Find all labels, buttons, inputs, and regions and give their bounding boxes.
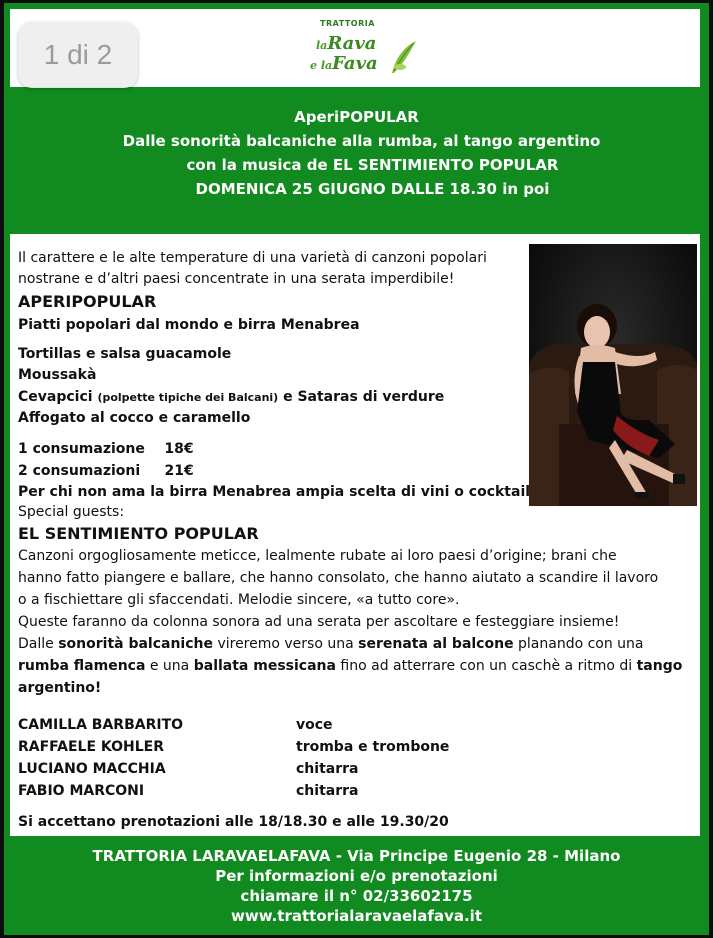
desc-bold: serenata al balcone xyxy=(358,636,514,652)
band-desc-line-6 xyxy=(18,658,682,674)
intro-line-2: nostrane e d’altri paesi concentrate in una serata imperdibile! xyxy=(18,271,455,287)
band-member-role: chitarra xyxy=(296,761,359,777)
price-line-2: 2 consumazioni 21€ xyxy=(18,463,194,479)
band-member-row xyxy=(18,761,359,777)
menu-item-2: Moussakà xyxy=(18,367,97,383)
aperipopular-heading: APERIPOPULAR xyxy=(18,292,157,311)
band-member-row xyxy=(18,739,450,755)
band-desc-line-2: hanno fatto piangere e ballare, che hanno consolato, che hanno aiutato a scandire il lavoro xyxy=(18,570,659,586)
desc-text: e una xyxy=(145,658,194,674)
event-body xyxy=(10,234,700,836)
band-member-role: voce xyxy=(296,717,333,733)
aperipopular-tagline: Piatti popolari dal mondo e birra Menabrea xyxy=(18,317,360,333)
desc-bold: rumba flamenca xyxy=(18,658,146,674)
pdf-page xyxy=(4,3,709,935)
menu-cevapcici-note: (polpette tipiche dei Balcani) xyxy=(97,391,279,404)
drinks-note: Per chi non ama la birra Menabrea ampia scelta di vini o cocktail xyxy=(18,484,531,500)
footer-info: Per informazioni e/o prenotazioni xyxy=(215,867,498,885)
band-desc-line-4: Queste faranno da colonna sonora ad una serata per ascoltare e festeggiare insieme! xyxy=(18,614,620,630)
band-member-name: LUCIANO MACCHIA xyxy=(18,761,166,777)
menu-cevapcici: Cevapcici xyxy=(18,389,93,405)
logo-e-la: e la xyxy=(310,59,333,72)
photo-illustration xyxy=(529,244,697,506)
logo-la: la xyxy=(316,39,328,52)
reservations-note: Si accettano prenotazioni alle 18/18.30 e alle 19.30/20 xyxy=(18,814,449,830)
band-desc-line-1: Canzoni orgogliosamente meticce, lealmente rubate ai loro paesi d’origine; brani che xyxy=(18,548,617,564)
logo-fava: Fava xyxy=(332,53,378,74)
band-member-row xyxy=(18,783,359,799)
band-desc-line-3: o a fischiettare gli sfaccendati. Melodie sincere, «a tutto core». xyxy=(18,592,460,608)
restaurant-logo xyxy=(310,33,420,79)
band-desc-line-7: argentino! xyxy=(18,680,102,696)
logo-line-2 xyxy=(310,53,378,74)
band-singer-photo xyxy=(529,244,697,506)
band-desc-line-5 xyxy=(18,636,644,652)
band-member-row xyxy=(18,717,333,733)
desc-bold: ballata messicana xyxy=(193,658,336,674)
contact-footer xyxy=(4,846,709,926)
desc-text: vireremo verso una xyxy=(213,636,359,652)
logo-line-1 xyxy=(316,33,376,54)
band-heading: EL SENTIMIENTO POPULAR xyxy=(18,524,259,543)
desc-text: planando con una xyxy=(513,636,644,652)
menu-sataras: e Sataras di verdure xyxy=(283,389,445,405)
price-line-1: 1 consumazione 18€ xyxy=(18,441,194,457)
band-member-role: chitarra xyxy=(296,783,359,799)
page-counter-text: 1 di 2 xyxy=(43,39,113,70)
band-member-role: tromba e trombone xyxy=(296,739,450,755)
event-subtitle: Dalle sonorità balcaniche alla rumba, al tango argentino xyxy=(122,132,601,150)
band-member-name: FABIO MARCONI xyxy=(18,783,145,799)
desc-text: Dalle xyxy=(18,636,59,652)
desc-bold: tango xyxy=(636,658,683,674)
menu-item-3 xyxy=(18,389,444,405)
leaf-icon xyxy=(388,37,418,77)
footer-address: TRATTORIA LARAVAELAFAVA - Via Principe Eugenio 28 - Milano xyxy=(92,847,621,865)
footer-phone: chiamare il n° 02/33602175 xyxy=(240,887,473,905)
page-counter-overlay xyxy=(18,22,138,88)
logo-trattoria-text: TRATTORIA xyxy=(320,19,375,28)
desc-bold: sonorità balcaniche xyxy=(58,636,213,652)
event-date: DOMENICA 25 GIUGNO DALLE 18.30 in poi xyxy=(195,180,550,198)
desc-text: fino ad atterrare con un caschè a ritmo di xyxy=(335,658,637,674)
event-music: con la musica de EL SENTIMIENTO POPULAR xyxy=(186,156,559,174)
special-guests-label: Special guests: xyxy=(18,504,125,520)
menu-item-1: Tortillas e salsa guacamole xyxy=(18,346,232,362)
event-title: AperiPOPULAR xyxy=(294,108,419,126)
band-member-name: RAFFAELE KOHLER xyxy=(18,739,164,755)
intro-line-1: Il carattere e le alte temperature di una varietà di canzoni popolari xyxy=(18,250,487,266)
event-header xyxy=(4,105,709,201)
footer-website: www.trattorialaravaelafava.it xyxy=(231,907,482,925)
band-member-name: CAMILLA BARBARITO xyxy=(18,717,184,733)
menu-item-4: Affogato al cocco e caramello xyxy=(18,410,251,426)
logo-rava: Rava xyxy=(327,33,377,54)
